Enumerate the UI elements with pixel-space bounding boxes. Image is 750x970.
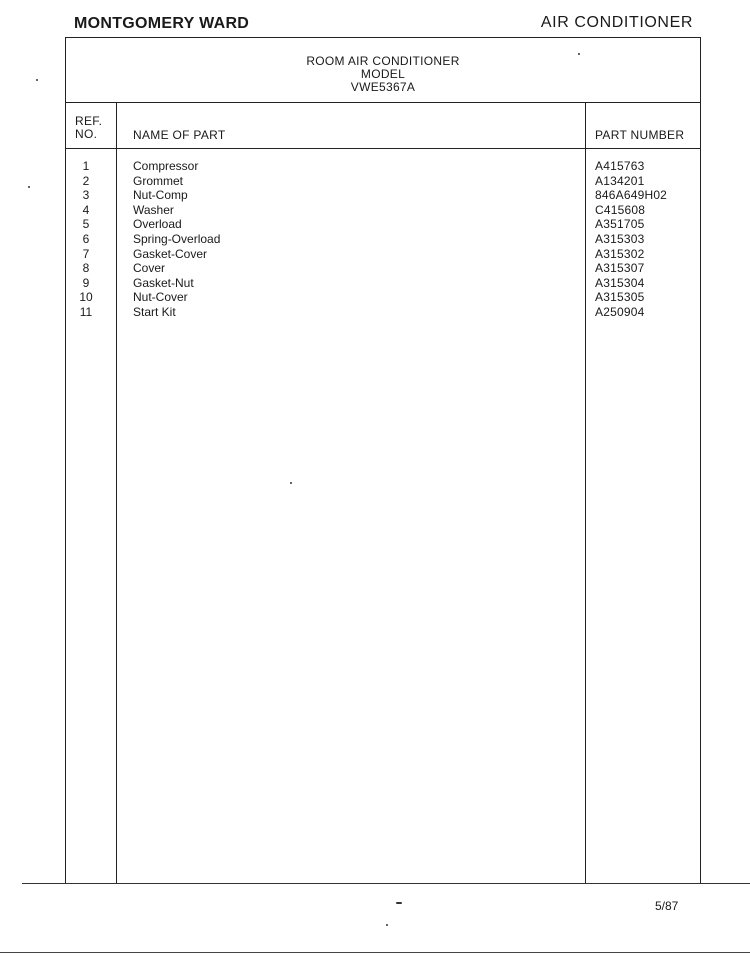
part-name: Compressor — [133, 159, 199, 173]
part-name: Start Kit — [133, 304, 176, 319]
table-row — [66, 159, 700, 174]
scan-speck — [396, 902, 402, 904]
part-ref-no: 2 — [82, 173, 90, 188]
page-edge-rule — [0, 952, 750, 953]
scan-speck — [36, 79, 38, 81]
part-ref-no: 5 — [82, 217, 90, 232]
part-ref-no: 9 — [82, 275, 90, 290]
part-number: 846A649H02 — [595, 188, 668, 203]
column-header-ref-line2: NO. — [75, 127, 98, 141]
part-number: A415763 — [595, 159, 645, 173]
table-row — [66, 247, 700, 262]
part-number: A315305 — [595, 290, 645, 305]
page-date: 5/87 — [655, 899, 679, 913]
part-name: Overload — [133, 217, 182, 232]
table-row — [66, 203, 700, 218]
table-row — [66, 261, 700, 276]
model-header-line2: MODEL — [360, 67, 406, 81]
table-row — [66, 305, 700, 320]
part-number: A315302 — [595, 246, 645, 261]
table-row — [66, 188, 700, 203]
scan-speck — [386, 924, 388, 926]
scan-speck — [28, 186, 30, 188]
part-number: A315307 — [595, 261, 645, 276]
model-header-line1: ROOM AIR CONDITIONER — [306, 54, 460, 68]
document-title: AIR CONDITIONER — [540, 14, 693, 31]
column-header-name-of-part: NAME OF PART — [133, 128, 226, 142]
part-ref-no: 10 — [79, 290, 93, 305]
column-header-ref-line1: REF. — [75, 114, 103, 128]
part-name: Gasket-Nut — [133, 275, 194, 290]
part-ref-no: 8 — [82, 261, 90, 276]
part-number: A134201 — [595, 173, 645, 188]
table-row — [66, 174, 700, 189]
table-row — [66, 290, 700, 305]
part-ref-no: 4 — [82, 202, 90, 217]
part-name: Gasket-Cover — [133, 246, 208, 261]
parts-table-body — [66, 159, 700, 320]
part-name: Nut-Comp — [133, 188, 188, 203]
table-row — [66, 232, 700, 247]
column-header-part-number: PART NUMBER — [595, 128, 685, 142]
column-header-rule — [66, 148, 700, 149]
column-header-ref-no — [75, 115, 102, 141]
table-row — [66, 276, 700, 291]
part-number: A315303 — [595, 231, 645, 246]
part-name: Spring-Overload — [133, 231, 221, 246]
part-ref-no: 1 — [82, 159, 90, 173]
scan-speck — [578, 53, 580, 55]
part-name: Nut-Cover — [133, 290, 188, 305]
bottom-rule — [22, 883, 750, 884]
model-number: VWE5367A — [350, 80, 416, 94]
part-name: Washer — [133, 202, 174, 217]
part-number: A315304 — [595, 275, 645, 290]
part-number: C415608 — [595, 202, 646, 217]
part-number: A351705 — [595, 217, 645, 232]
part-name: Cover — [133, 261, 166, 276]
part-number: A250904 — [595, 304, 645, 319]
model-header-box — [66, 38, 700, 103]
part-name: Grommet — [133, 173, 184, 188]
scan-speck — [290, 482, 292, 484]
part-ref-no: 11 — [79, 304, 93, 319]
brand-name: MONTGOMERY WARD — [74, 15, 250, 32]
part-ref-no: 3 — [82, 188, 90, 203]
part-ref-no: 7 — [82, 246, 90, 261]
parts-list-frame — [65, 37, 701, 883]
table-row — [66, 217, 700, 232]
part-ref-no: 6 — [82, 231, 90, 246]
